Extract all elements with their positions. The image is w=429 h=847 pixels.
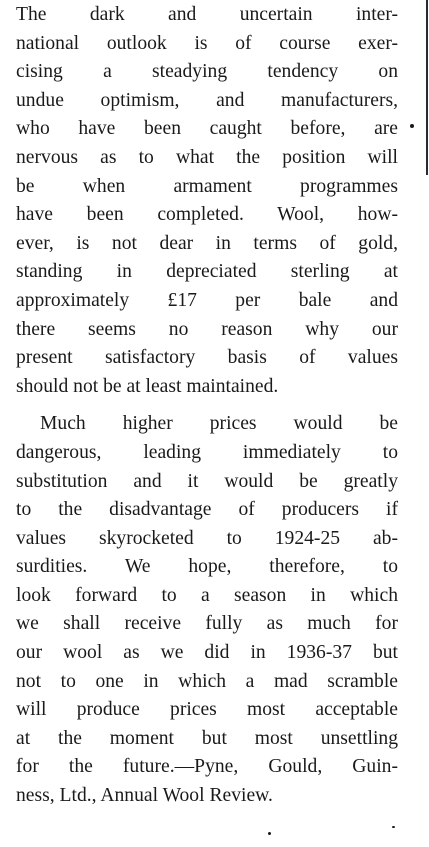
text-line: should not be at least maintained.	[16, 375, 279, 397]
text-line: for the future.—Pyne, Gould, Guin-	[16, 756, 398, 778]
text-line: present satisfactory basis of values	[16, 347, 398, 369]
text-line: standing in depreciated sterling at	[16, 261, 398, 283]
text-line: nervous as to what the position will	[16, 146, 398, 168]
text-line: our wool as we did in 1936-37 but	[16, 642, 398, 664]
article-column	[16, 1, 398, 811]
text-line: will produce prices most acceptable	[16, 699, 398, 721]
ink-speck	[392, 826, 395, 828]
paragraph-2	[16, 410, 398, 810]
paragraph-1	[16, 1, 398, 401]
text-line: not to one in which a mad scramble	[16, 670, 398, 692]
text-line: national outlook is of course exer-	[16, 32, 398, 54]
text-line: who have been caught before, are	[16, 118, 398, 140]
text-line: have been completed. Wool, how-	[16, 204, 398, 226]
text-line: dangerous, leading immediately to	[16, 441, 398, 463]
text-line: ness, Ltd., Annual Wool Review.	[16, 785, 273, 807]
text-line: substitution and it would be greatly	[16, 470, 398, 492]
text-line: Much higher prices would be	[40, 413, 398, 435]
paragraph-gap	[16, 401, 398, 410]
column-divider-rule	[426, 0, 428, 175]
text-line: be when armament programmes	[16, 175, 398, 197]
text-line: surdities. We hope, therefore, to	[16, 556, 398, 578]
text-line: we shall receive fully as much for	[16, 613, 398, 635]
ink-speck	[268, 832, 271, 835]
ink-speck	[410, 124, 414, 128]
text-line: ever, is not dear in terms of gold,	[16, 232, 398, 254]
text-line: cising a steadying tendency on	[16, 61, 398, 83]
text-line: approximately £17 per bale and	[16, 289, 398, 311]
text-line: The dark and uncertain inter-	[16, 4, 398, 25]
text-line: undue optimism, and manufacturers,	[16, 89, 398, 111]
text-line: at the moment but most unsettling	[16, 727, 398, 749]
text-line: values skyrocketed to 1924-25 ab-	[16, 527, 398, 549]
text-line: look forward to a season in which	[16, 584, 398, 606]
text-line: there seems no reason why our	[16, 318, 398, 340]
text-line: to the disadvantage of producers if	[16, 499, 398, 521]
